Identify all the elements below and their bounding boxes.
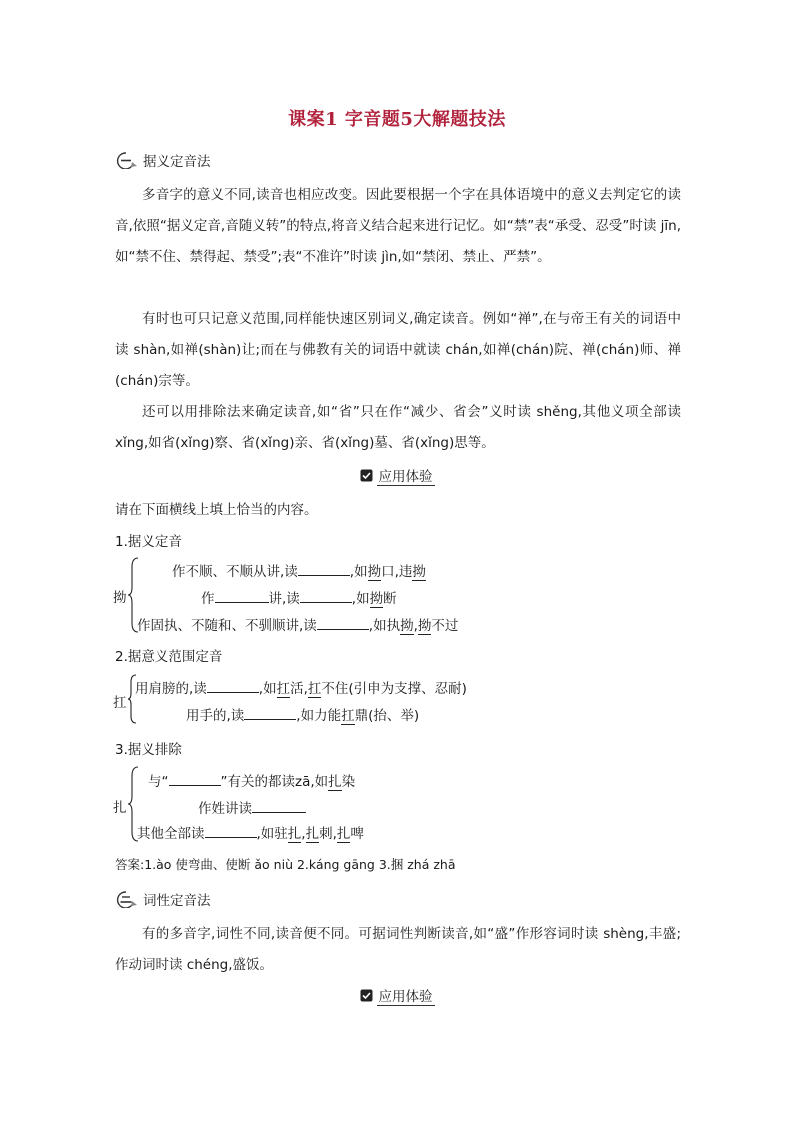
exercise-title: 1.据义定音	[115, 534, 182, 550]
fill-blank[interactable]	[207, 679, 259, 693]
apply-experience-label: 应用体验	[0, 985, 794, 1006]
checkbox-icon	[360, 989, 373, 1002]
fill-blank[interactable]	[215, 589, 269, 603]
paragraph: 有的多音字,词性不同,读音便不同。可据词性判断读音,如“盛”作形容词时读 shèng,丰盛;作动词时读 chéng,盛饭。	[115, 926, 681, 973]
exercise-line: 用肩膀的,读 ,如扛活,扛不住(引申为支撑、忍耐)	[135, 681, 467, 697]
exercise-line: 用手的,读 ,如力能扛鼎(抬、举)	[186, 708, 420, 724]
page-title: 课案1 字音题5大解题技法	[288, 109, 506, 130]
exercise-char: 扎	[113, 800, 127, 816]
instruction: 请在下面横线上填上恰当的内容。	[115, 502, 318, 518]
apply-experience-label: 应用体验	[0, 465, 794, 486]
fill-blank[interactable]	[298, 562, 350, 576]
checkbox-icon	[360, 469, 373, 482]
paragraph: 有时也可只记意义范围,同样能快速区别词义,确定读音。例如“禅”,在与帝王有关的词语中读 shàn,如禅(shàn)让;而在与佛教有关的词语中就读 chán,如禅(chán)院、禅(chán)师、禅(chán)宗等。	[115, 311, 681, 389]
section-heading-2	[115, 889, 211, 909]
exercise-line: 作固执、不随和、不驯顺讲,读 ,如执拗,拗不过	[137, 618, 459, 634]
fill-blank[interactable]	[317, 616, 369, 630]
exercise-line: 与“ ”有关的都读zā,如扎染	[148, 774, 356, 790]
fill-blank[interactable]	[169, 772, 221, 786]
section-heading-text: 据义定音法	[143, 154, 211, 170]
exercise-line: 作不顺、不顺从讲,读 ,如拗口,违拗	[172, 564, 426, 580]
exercise-line: 作 讲,读 ,如拗断	[201, 591, 397, 607]
exercise-title: 2.据意义范围定音	[115, 649, 223, 665]
section-number-one-icon	[115, 151, 137, 169]
fill-blank[interactable]	[252, 799, 306, 813]
exercise-line: 其他全部读 ,如驻扎,扎刺,扎啤	[137, 826, 364, 842]
answer-text: 答案:1.ào 使弯曲、使断 ǎo niù 2.káng gāng 3.捆 zhá zhā	[115, 857, 456, 872]
section-heading-text: 词性定音法	[143, 893, 211, 909]
fill-blank[interactable]	[244, 706, 296, 720]
exercise-line: 作姓讲读	[198, 797, 306, 817]
exercise-char: 拗	[113, 590, 127, 606]
paragraph: 还可以用排除法来确定读音,如“省”只在作“减少、省会”义时读 shěng,其他义项全部读 xǐng,如省(xǐng)察、省(xǐng)亲、省(xǐng)墓、省(xǐng)思等。	[115, 404, 681, 451]
section-number-two-icon	[115, 890, 137, 908]
fill-blank[interactable]	[300, 589, 352, 603]
paragraph: 多音字的意义不同,读音也相应改变。因此要根据一个字在具体语境中的意义去判定它的读音,依照“据义定音,音随义转”的特点,将音义结合起来进行记忆。如“禁”表“承受、忍受”时读 jīn,如“禁不住、禁得起、禁受”;表“不准许”时读 jìn,如“禁闭、禁止、严禁”。	[115, 187, 681, 265]
exercise-char: 扛	[113, 695, 127, 711]
fill-blank[interactable]	[205, 824, 257, 838]
exercise-title: 3.据义排除	[115, 742, 182, 758]
section-heading-1	[115, 150, 211, 170]
